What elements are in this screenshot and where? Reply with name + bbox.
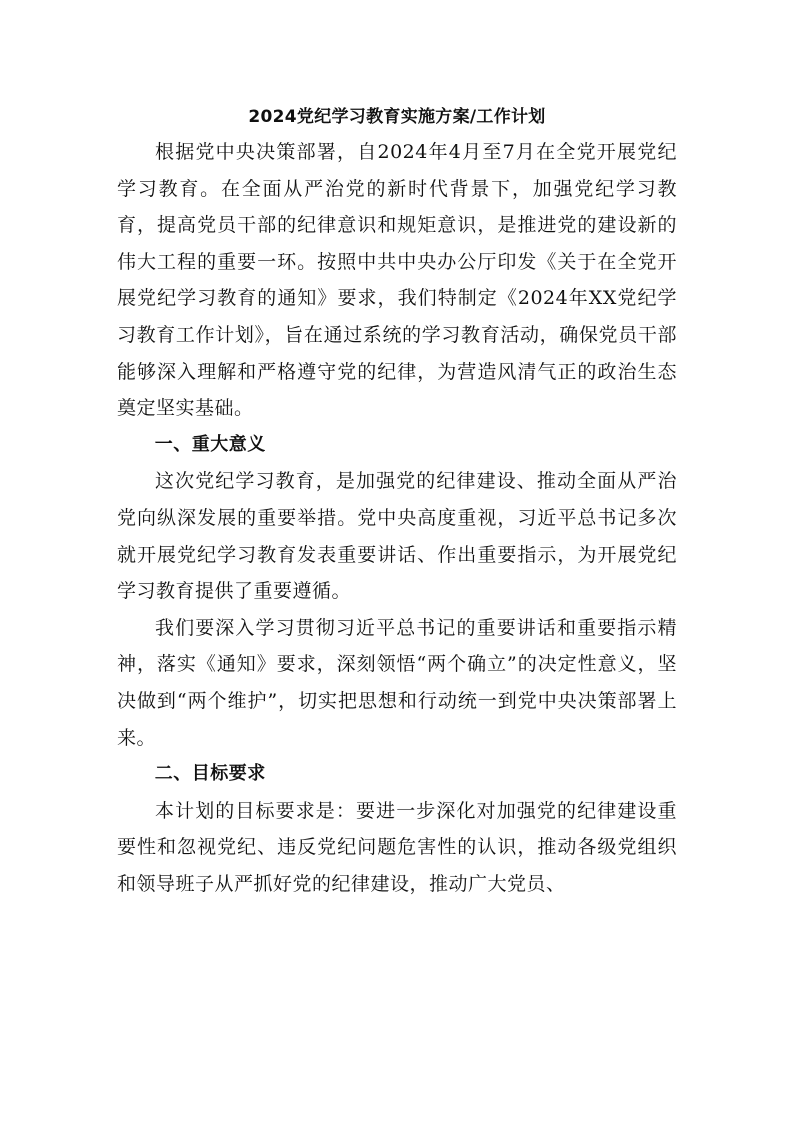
intro-paragraph: 根据党中央决策部署，自2024年4月至7月在全党开展党纪学习教育。在全面从严治党的新时代背景下，加强党纪学习教育，提高党员干部的纪律意识和规矩意识，是推进党的建设新的伟大工程的重要一环。按照中共中央办公厅印发《关于在全党开展党纪学习教育的通知》要求，我们特制定《2024年XX党纪学习教育工作计划》，旨在通过系统的学习教育活动，确保党员干部能够深入理解和严格遵守党的纪律，为营造风清气正的政治生态奠定坚实基础。 bbox=[117, 141, 677, 420]
significance-paragraph-2: 我们要深入学习贯彻习近平总书记的重要讲话和重要指示精神，落实《通知》要求，深刻领悟“两个确立”的决定性意义，坚决做到“两个维护”，切实把思想和行动统一到党中央决策部署上来。 bbox=[117, 616, 677, 749]
section-heading-goals: 二、目标要求 bbox=[154, 763, 266, 785]
significance-paragraph-1: 这次党纪学习教育，是加强党的纪律建设、推动全面从严治党向纵深发展的重要举措。党中央高度重视，习近平总书记多次就开展党纪学习教育发表重要讲话、作出重要指示，为开展党纪学习教育提供了重要遵循。 bbox=[117, 470, 677, 603]
goals-paragraph-1: 本计划的目标要求是：要进一步深化对加强党的纪律建设重要性和忽视党纪、违反党纪问题危害性的认识，推动各级党组织和领导班子从严抓好党的纪律建设，推动广大党员、 bbox=[117, 799, 677, 895]
document-title: 2024党纪学习教育实施方案/工作计划 bbox=[248, 107, 546, 127]
document-body bbox=[117, 100, 677, 902]
section-heading-significance: 一、重大意义 bbox=[154, 433, 266, 455]
